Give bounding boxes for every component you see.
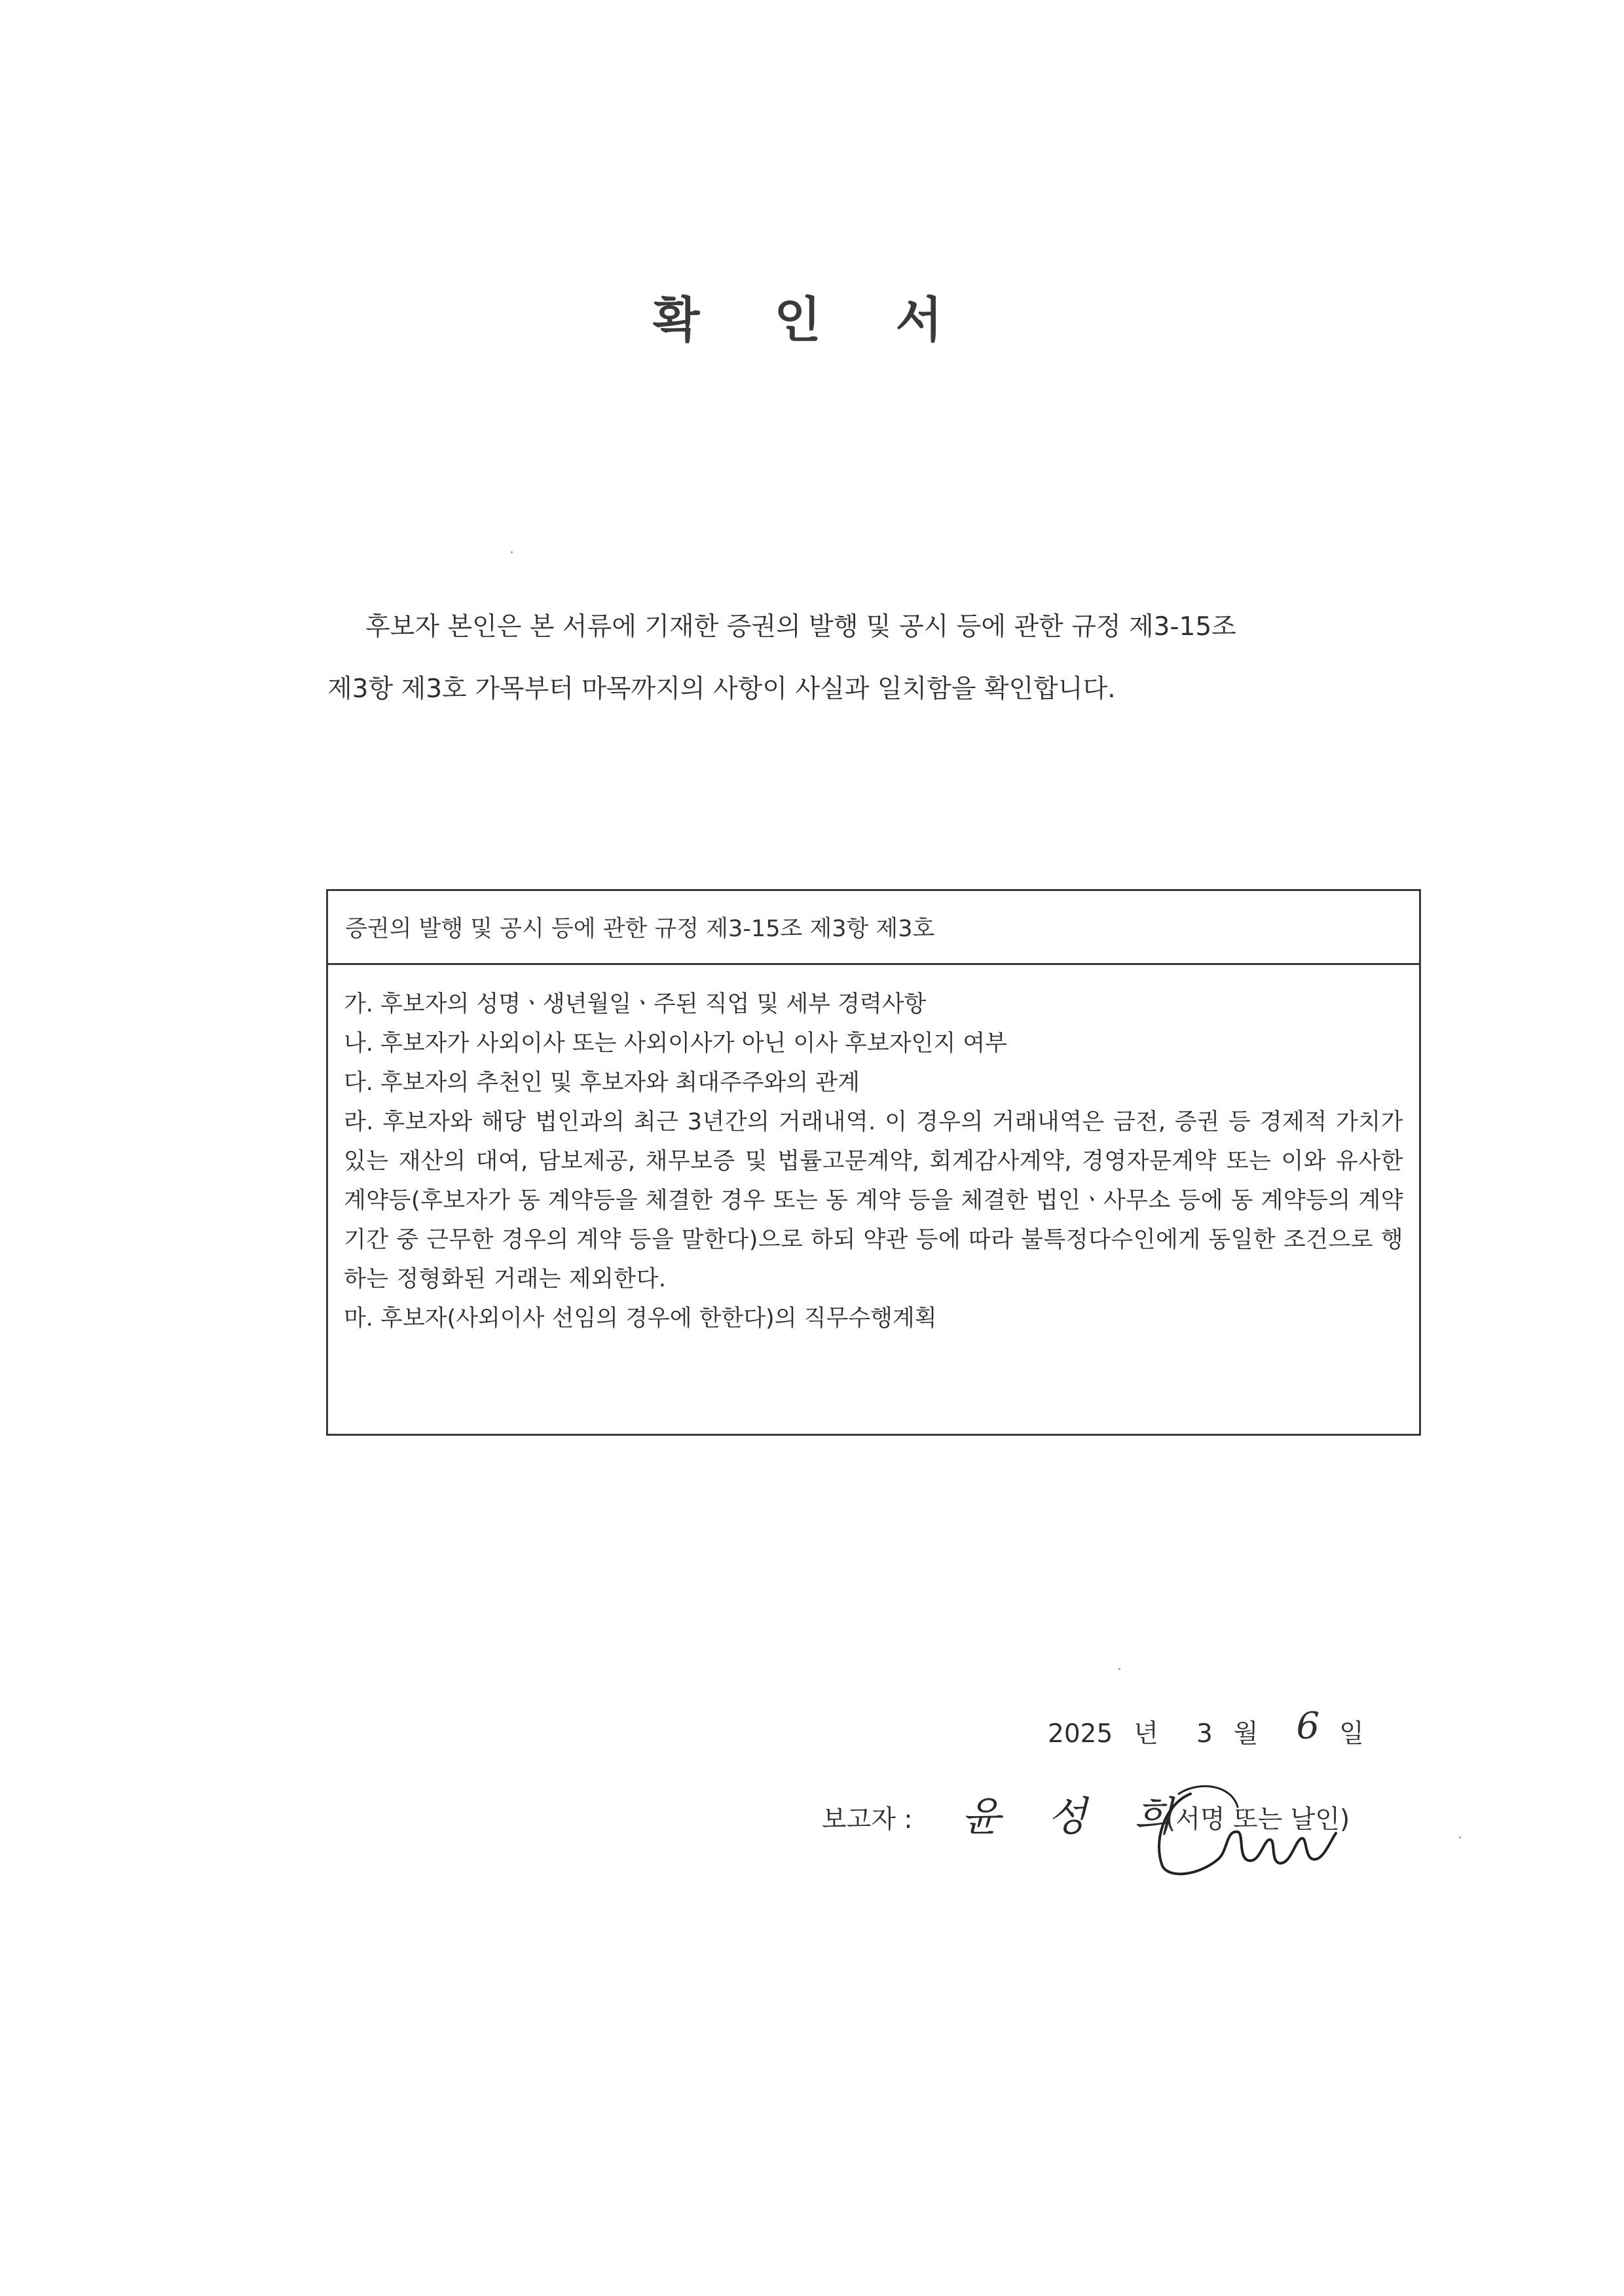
regulation-item-na: 나. 후보자가 사외이사 또는 사외이사가 아닌 이사 후보자인지 여부: [344, 1030, 1008, 1057]
intro-line-1: 후보자 본인은 본 서류에 기재한 증권의 발행 및 공시 등에 관한 규정 제3-15조: [365, 612, 1236, 642]
intro-line-2: 제3항 제3호 가목부터 마목까지의 사항이 사실과 일치함을 확인합니다.: [327, 674, 1116, 704]
scan-speck: [511, 551, 513, 553]
scan-speck: [1459, 1836, 1461, 1838]
date-month: 3: [1196, 1719, 1213, 1749]
date-year-unit: 년: [1134, 1719, 1158, 1749]
date-day-handwritten: 6: [1296, 1705, 1320, 1747]
scan-speck: [1118, 1668, 1120, 1670]
regulation-box: [326, 889, 1421, 1436]
reporter-name-handwritten: 윤 성 희: [961, 1793, 1190, 1840]
date-year: 2025: [1048, 1719, 1113, 1749]
regulation-item-da: 다. 후보자의 추천인 및 후보자와 최대주주와의 관계: [344, 1070, 860, 1096]
document-title: 확 인 서: [653, 292, 971, 348]
date-day-unit: 일: [1339, 1719, 1364, 1749]
signature-note: (서명 또는 날인): [1166, 1805, 1350, 1834]
regulation-item-ma: 마. 후보자(사외이사 선임의 경우에 한한다)의 직무수행계획: [344, 1305, 937, 1332]
date-month-unit: 월: [1233, 1719, 1259, 1749]
handwritten-signature: [1139, 1768, 1349, 1886]
regulation-item-ga: 가. 후보자의 성명ㆍ생년월일ㆍ주된 직업 및 세부 경력사항: [344, 991, 927, 1017]
regulation-box-header: 증권의 발행 및 공시 등에 관한 규정 제3-15조 제3항 제3호: [328, 891, 1419, 965]
regulation-item-ra: 라. 후보자와 해당 법인과의 최근 3년간의 거래내역. 이 경우의 거래내역은 금전, 증권 등 경제적 가치가 있는 재산의 대여, 담보제공, 채무보증 및 법률고문계약, 회계감사계약, 경영자문계약 또는 이와 유사한 계약등(후보자가 동 계약등을 체결한 경우 또는 동 계약 등을 체결한 법인ㆍ사무소 등에 동 계약등의 계약기간 중 근무한 경우의 계약 등을 말한다)으로 하되 약관 등에 따라 불특정다수인에게 동일한 조건으로 행하는 정형화된 거래는 제외한다.: [344, 1109, 1403, 1292]
intro-paragraph: [327, 596, 1428, 720]
signing-date: [1048, 1705, 1364, 1751]
reporter-label: 보고자 :: [822, 1805, 913, 1834]
regulation-box-body: [328, 965, 1419, 1338]
